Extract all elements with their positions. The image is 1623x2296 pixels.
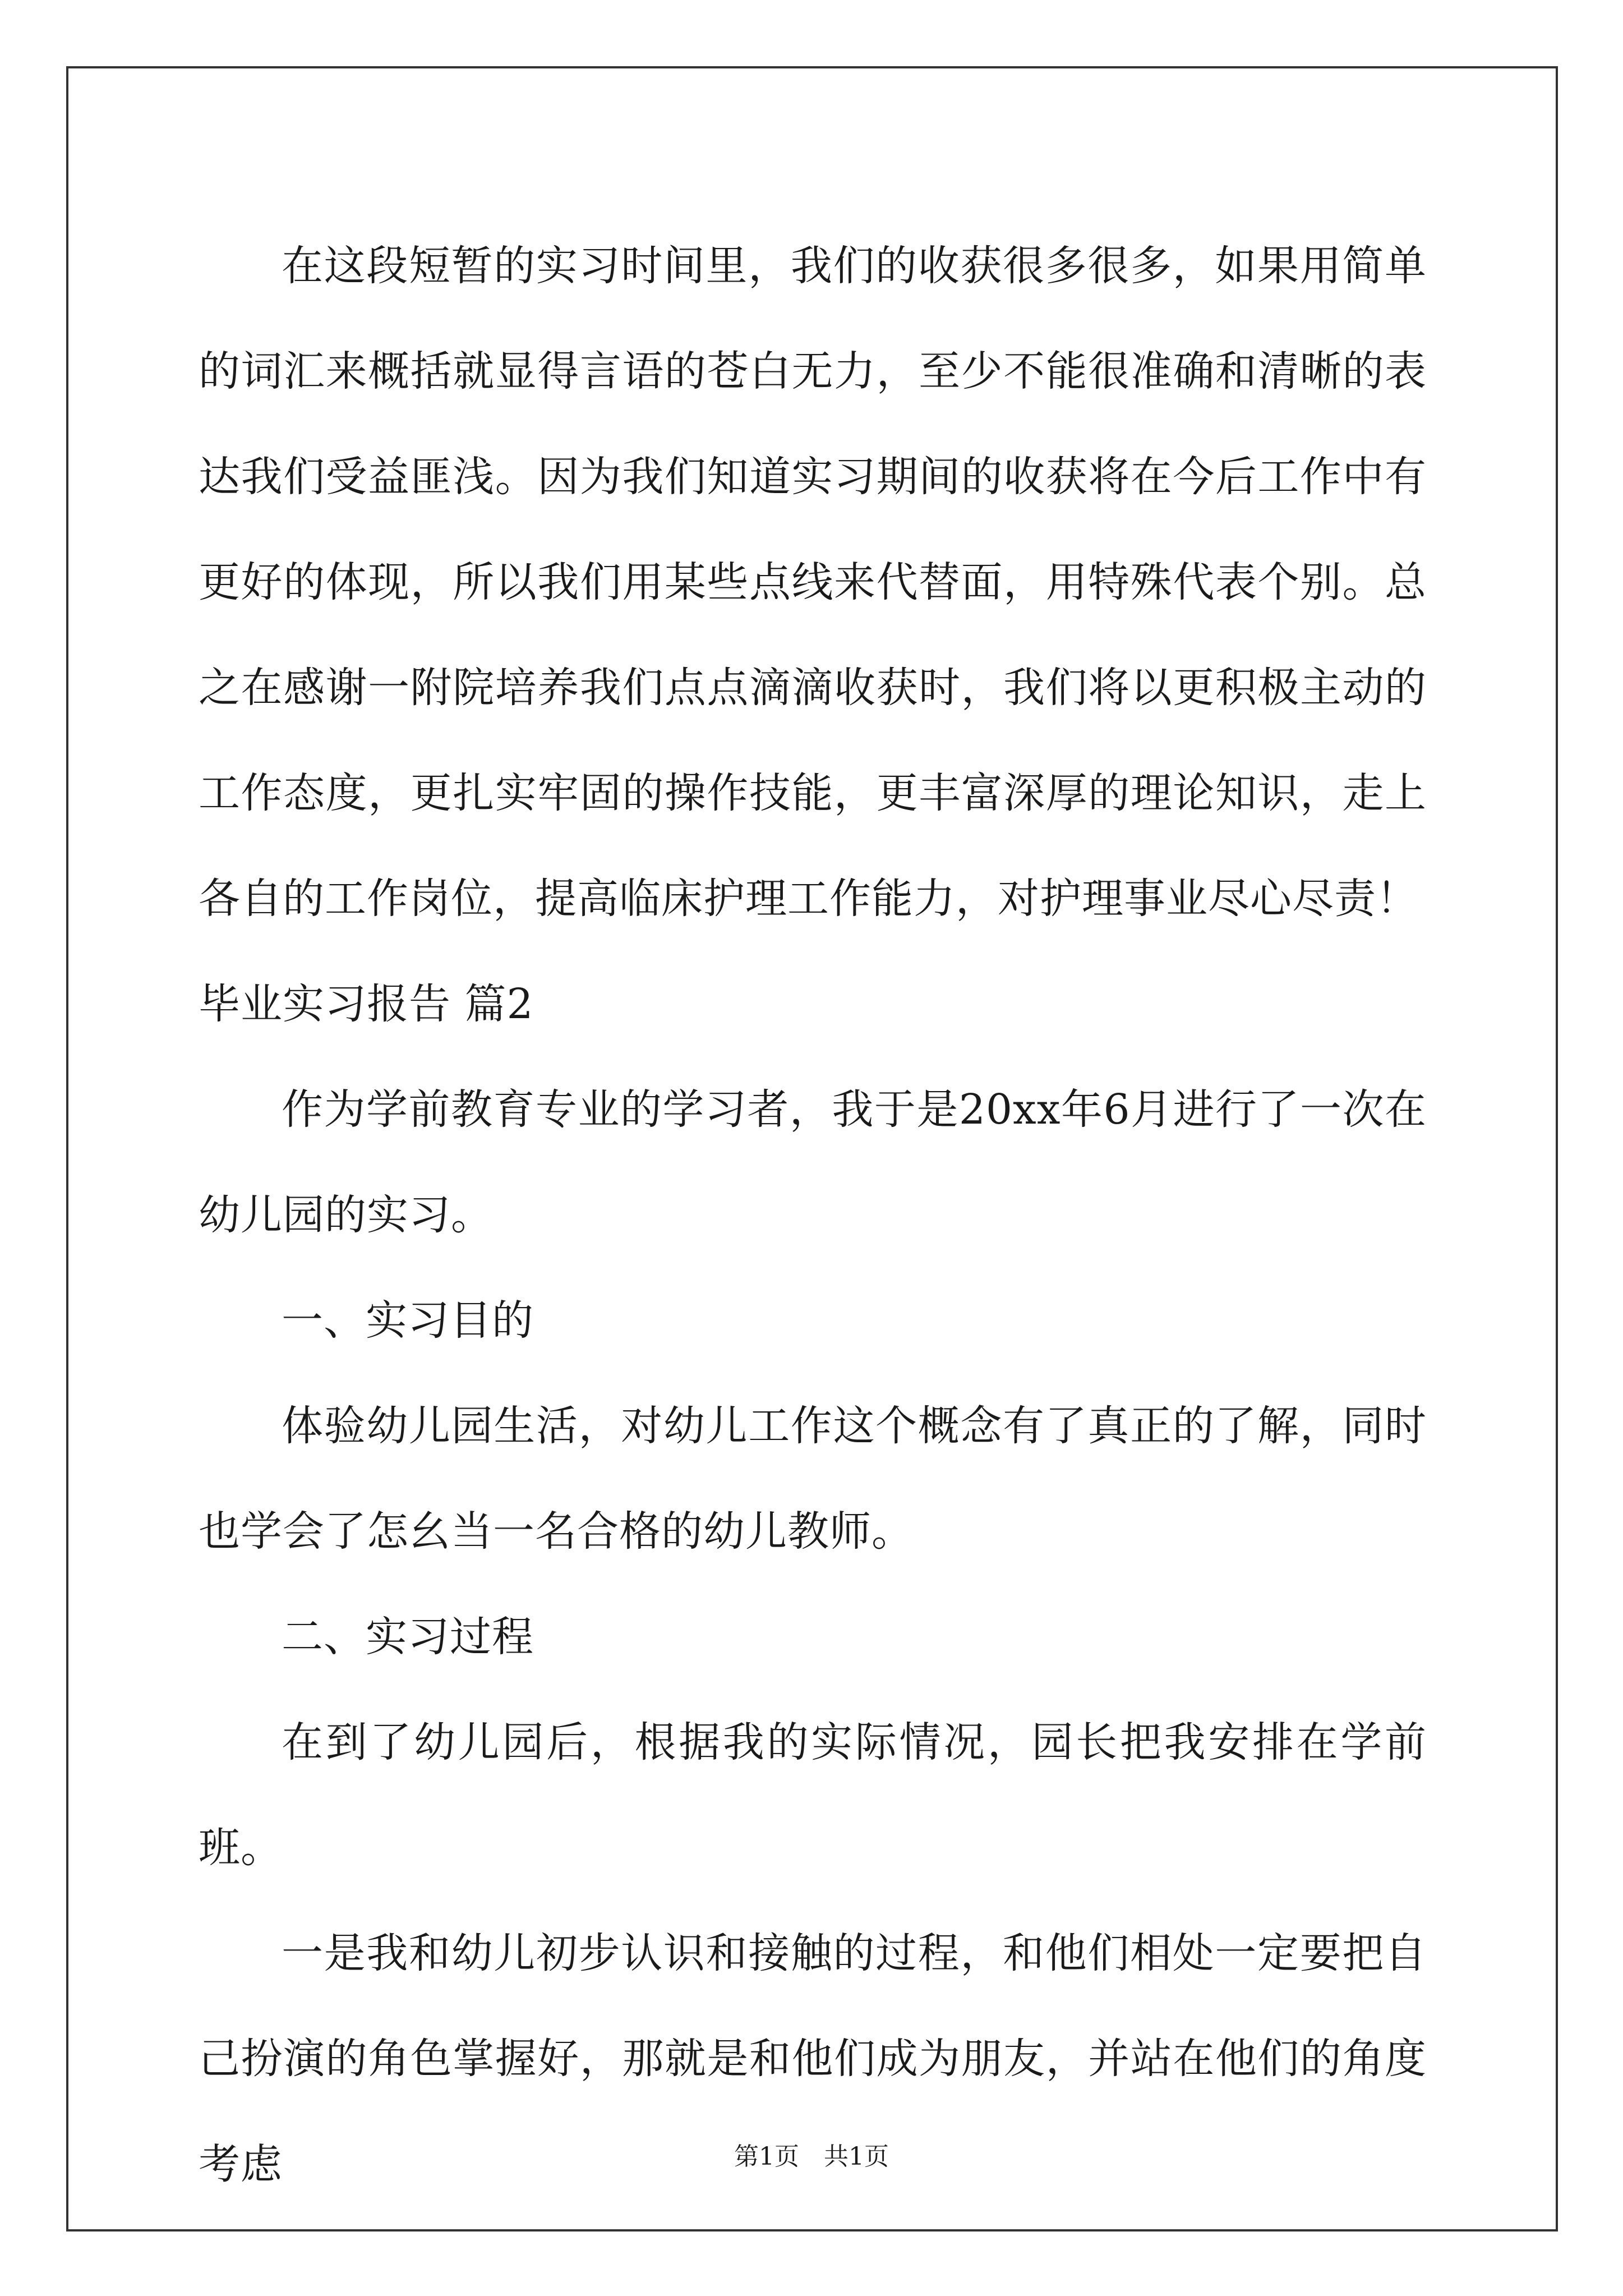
paragraph: 一是我和幼儿初步认识和接触的过程，和他们相处一定要把自己扮演的角色掌握好，那就是和他们成为朋友，并站在他们的角度考虑 — [199, 1929, 1427, 2188]
subheading: 一、实习目的 — [282, 1296, 534, 1345]
page-footer — [0, 2136, 1623, 2172]
paragraph: 作为学前教育专业的学习者，我于是20xx年6月进行了一次在幼儿园的实习。 — [199, 1085, 1427, 1239]
section-title: 毕业实习报告 篇2 — [199, 980, 534, 1028]
paragraph: 在这段短暂的实习时间里，我们的收获很多很多，如果用简单的词汇来概括就显得言语的苍白无力，至少不能很准确和清晰的表达我们受益匪浅。因为我们知道实习期间的收获将在今后工作中有更好的体现，所以我们用某些点线来代替面，用特殊代表个别。总之在感谢一附院培养我们点点滴滴收获时，我们将以更积极主动的工作态度，更扎实牢固的操作技能，更丰富深厚的理论知识，走上各自的工作岗位，提高临床护理工作能力，对护理事业尽心尽责！ — [199, 242, 1427, 923]
document-body — [199, 213, 1427, 2217]
paragraph: 在到了幼儿园后，根据我的实际情况，园长把我安排在学前班。 — [199, 1718, 1427, 1872]
subheading: 二、实习过程 — [282, 1613, 534, 1661]
page-number-current: 第1页 — [734, 2142, 799, 2171]
paragraph: 体验幼儿园生活，对幼儿工作这个概念有了真正的了解，同时也学会了怎幺当一名合格的幼儿教师。 — [199, 1402, 1427, 1556]
page-number-total: 共1页 — [824, 2142, 889, 2171]
